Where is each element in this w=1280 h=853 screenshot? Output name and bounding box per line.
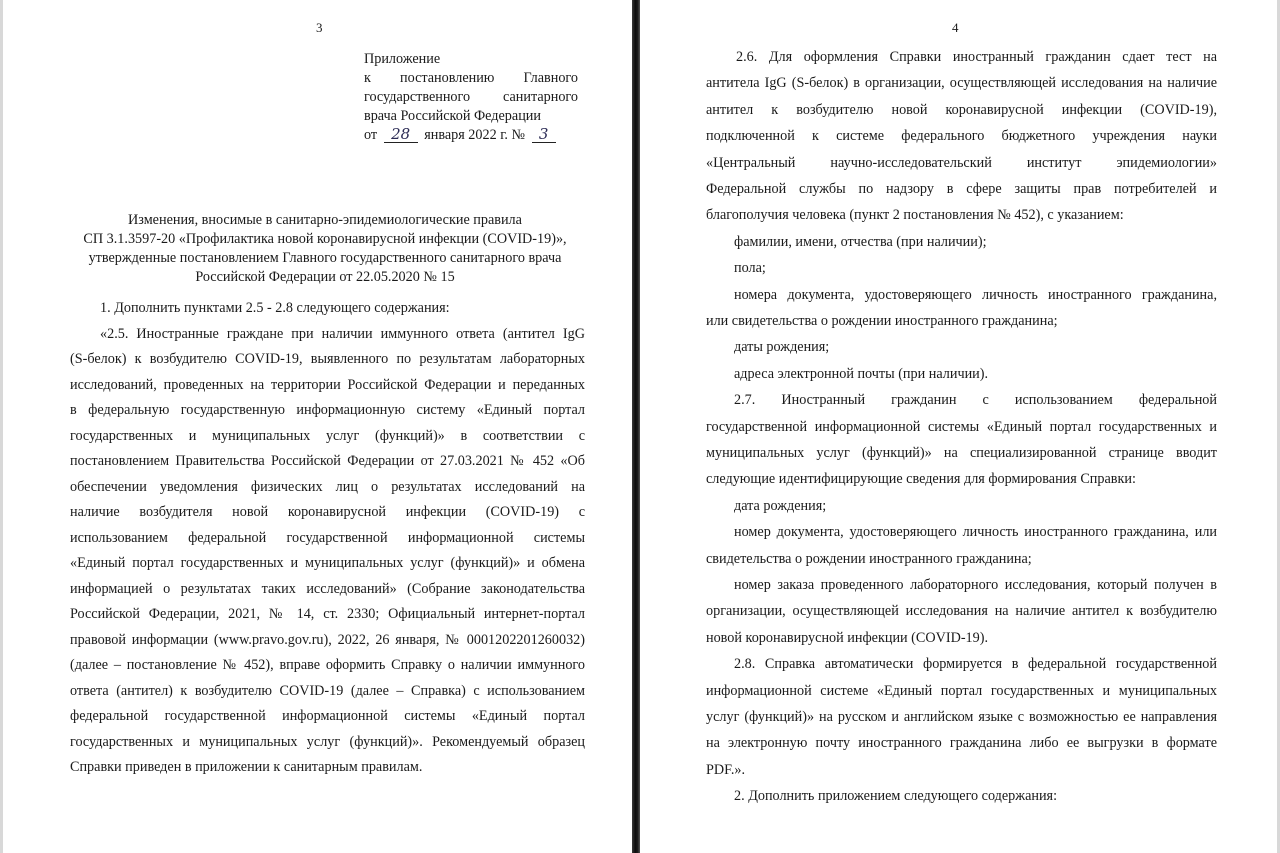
text-line: фамилии, имени, отчества (при наличии); bbox=[734, 233, 987, 250]
annex-word: к bbox=[364, 70, 371, 86]
text-line: Российской Федерации, 2021, № 14, ст. 2330; Официальный интернет-портал bbox=[70, 606, 585, 622]
text-line: услуг (функций)» на русском и английском языке с возможностью ее направления bbox=[706, 708, 1217, 725]
date-rest: января 2022 г. № bbox=[424, 127, 526, 143]
text-line: обеспечении уведомления физических лиц о результатах исследований на bbox=[70, 478, 585, 495]
text-line: «Центральный научно-исследовательский институт эпидемиологии» bbox=[706, 154, 1217, 171]
annex-line: врача Российской Федерации bbox=[364, 108, 541, 124]
annex-word: государственного bbox=[364, 89, 471, 105]
annex-word: постановлению bbox=[400, 70, 495, 86]
annex-word: санитарного bbox=[503, 89, 578, 105]
text-line: государственных и муниципальных услуг (функций)» в соответствии с bbox=[70, 427, 585, 444]
text-line: благополучия человека (пункт 2 постановления № 452), с указанием: bbox=[706, 207, 1124, 224]
text-line: исследований, проведенных на территории Российской Федерации и переданных bbox=[70, 376, 585, 393]
text-line: муниципальных услуг (функций)» на специализированной странице вводит bbox=[706, 444, 1217, 461]
text-line: информационной системе «Единый портал государственных и муниципальных bbox=[706, 682, 1217, 699]
text-line: номер заказа проведенного лабораторного исследования, который получен в bbox=[734, 576, 1217, 593]
text-line: дата рождения; bbox=[734, 497, 827, 514]
body-text-right bbox=[706, 44, 1217, 810]
page-number: 4 bbox=[952, 20, 959, 35]
annex-line bbox=[364, 88, 578, 107]
text-line: правовой информации (www.pravo.gov.ru), 2022, 26 января, № 0001202201260032) bbox=[70, 631, 585, 648]
text-line: свидетельства о рождении иностранного гражданина; bbox=[706, 550, 1032, 567]
handwritten-number: 3 bbox=[532, 126, 556, 143]
text-line: федеральной государственной информационной системы «Единый портал bbox=[70, 708, 585, 724]
text-line: (S-белок) к возбудителю COVID-19, выявленного по результатам лабораторных bbox=[70, 351, 585, 367]
text-line: номер документа, удостоверяющего личность иностранного гражданина, или bbox=[734, 524, 1217, 541]
text-line: постановлением Правительства Российской Федерации от 27.03.2021 № 452 «Об bbox=[70, 453, 585, 469]
text-line: организации, осуществляющей исследования на наличие антител к возбудителю bbox=[706, 603, 1217, 620]
heading-line: Изменения, вносимые в санитарно-эпидемиологические правила bbox=[128, 212, 522, 228]
text-line: 2.7. Иностранный гражданин с использованием федеральной bbox=[734, 392, 1217, 409]
text-line: номера документа, удостоверяющего личность иностранного гражданина, bbox=[734, 286, 1217, 303]
text-line: 1. Дополнить пунктами 2.5 - 2.8 следующего содержания: bbox=[100, 300, 450, 316]
annex-title: Приложение bbox=[364, 51, 441, 67]
document-page-right bbox=[640, 0, 1280, 853]
text-line: 2. Дополнить приложением следующего содержания: bbox=[734, 788, 1058, 805]
heading-line: Российской Федерации от 22.05.2020 № 15 bbox=[195, 269, 455, 285]
text-line: использованием федеральной государственной информационной системы bbox=[70, 529, 585, 546]
text-line: или свидетельства о рождении иностранного гражданина; bbox=[706, 312, 1058, 329]
text-line: «2.5. Иностранные граждане при наличии иммунного ответа (антител IgG bbox=[100, 325, 585, 342]
scan-edge bbox=[0, 0, 3, 853]
text-line: информацией о результатах таких исследований» (Собрание законодательства bbox=[70, 580, 585, 597]
text-line: следующие идентифицирующие сведения для формирования Справки: bbox=[706, 471, 1136, 488]
text-line: (далее – постановление № 452), вправе оформить Справку о наличии иммунного bbox=[70, 657, 585, 673]
text-line: антител к возбудителю новой коронавирусной инфекции (COVID-19), bbox=[706, 101, 1217, 118]
heading-line: утвержденные постановлением Главного государственного санитарного врача bbox=[88, 250, 562, 266]
text-line: PDF.». bbox=[706, 761, 746, 778]
text-line: Справки приведен в приложении к санитарным правилам. bbox=[70, 759, 423, 775]
document-heading bbox=[60, 211, 590, 287]
annex-date-line bbox=[364, 126, 578, 145]
text-line: наличие возбудителя новой коронавирусной инфекции (COVID-19) с bbox=[70, 504, 585, 520]
text-line: государственной информационной системы «Единый портал государственных и bbox=[706, 418, 1217, 435]
text-line: подключенной к системе федерального бюджетного учреждения науки bbox=[706, 128, 1217, 145]
text-line: на электронную почту иностранного гражданина либо ее выгрузки в формате bbox=[706, 735, 1217, 752]
annex-word: Главного bbox=[523, 70, 578, 86]
body-text-left bbox=[70, 296, 585, 781]
heading-line: СП 3.1.3597-20 «Профилактика новой коронавирусной инфекции (COVID-19)», bbox=[83, 231, 567, 247]
text-line: в федеральную государственную информационную систему «Единый портал bbox=[70, 402, 585, 418]
text-line: ответа (антител) к возбудителю COVID-19 (далее – Справка) с использованием bbox=[70, 682, 585, 699]
handwritten-day: 28 bbox=[384, 126, 418, 143]
text-line: антитела IgG (S-белок) в организации, осуществляющей исследования на наличие bbox=[706, 75, 1217, 92]
date-prefix: от bbox=[364, 127, 378, 143]
text-line: Федеральной службы по надзору в сфере защиты прав потребителей и bbox=[706, 180, 1217, 197]
page-gutter bbox=[632, 0, 640, 853]
text-line: 2.6. Для оформления Справки иностранный гражданин сдает тест на bbox=[736, 49, 1217, 65]
text-line: государственных и муниципальных услуг (функций)». Рекомендуемый образец bbox=[70, 733, 585, 750]
text-line: адреса электронной почты (при наличии). bbox=[734, 365, 989, 382]
document-page-left bbox=[0, 0, 632, 853]
text-line: новой коронавирусной инфекции (COVID-19). bbox=[706, 629, 989, 646]
text-line: «Единый портал государственных и муниципальных услуг (функций)» и обмена bbox=[70, 555, 585, 571]
text-line: пола; bbox=[734, 260, 766, 277]
text-line: даты рождения; bbox=[734, 339, 830, 356]
text-line: 2.8. Справка автоматически формируется в федеральной государственной bbox=[734, 656, 1217, 673]
annex-block bbox=[364, 50, 578, 145]
page-number: 3 bbox=[316, 20, 323, 35]
annex-line bbox=[364, 69, 578, 88]
